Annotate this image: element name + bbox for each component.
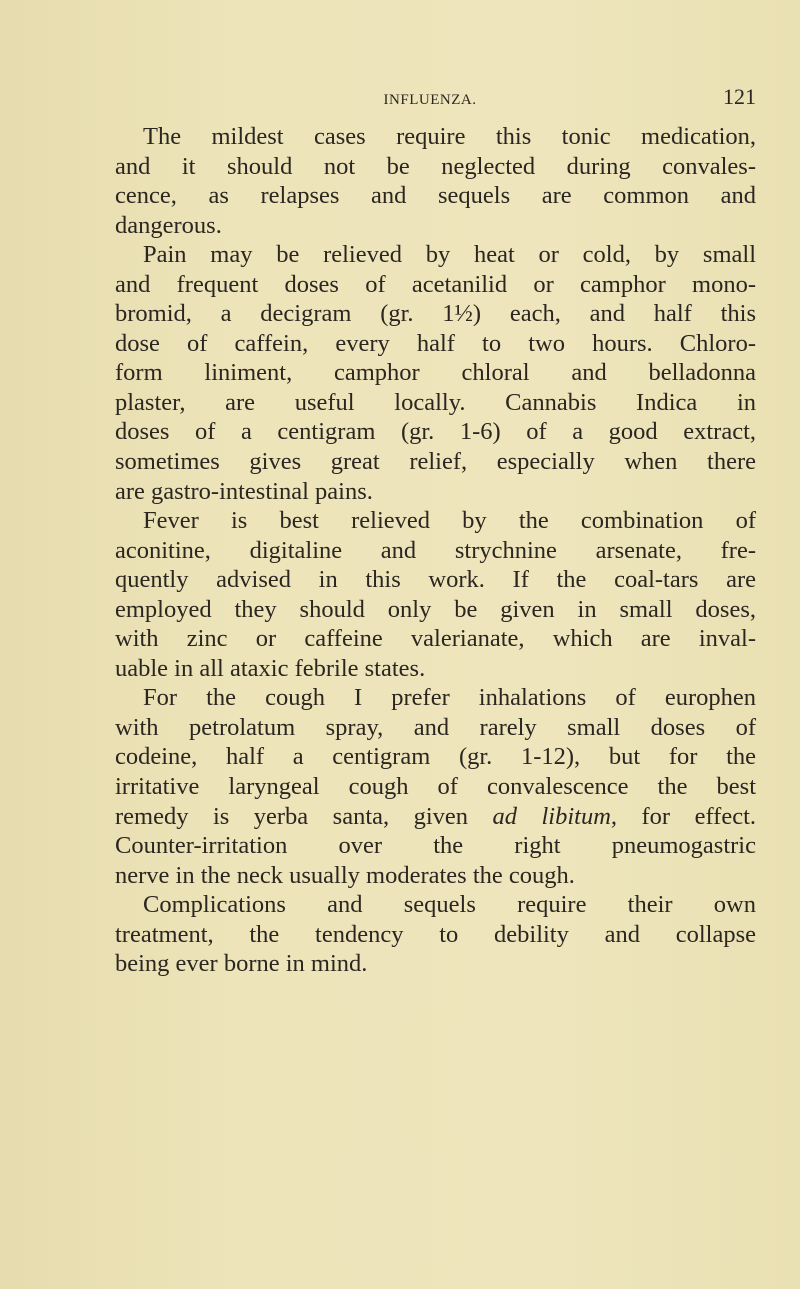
text-line: and it should not be neglected during convales-: [115, 152, 756, 180]
text-line: bromid, a decigram (gr. 1½) each, and half this: [115, 300, 756, 328]
text-line: treatment, the tendency to debility and collapse: [115, 920, 756, 948]
text-line: form liniment, camphor chloral and belladonna: [115, 359, 756, 387]
text-line: Fever is best relieved by the combination of: [143, 507, 756, 535]
text-line: plaster, are useful locally. Cannabis Indica in: [115, 388, 756, 416]
text-line: with zinc or caffeine valerianate, which are inval-: [115, 625, 756, 653]
text-line: aconitine, digitaline and strychnine arsenate, fre-: [115, 536, 756, 564]
text-line: Counter-irritation over the right pneumogastric: [115, 832, 756, 860]
text-line: quently advised in this work. If the coal-tars are: [115, 566, 756, 594]
text-line: and frequent doses of acetanilid or camphor mono-: [115, 270, 756, 298]
text-line: employed they should only be given in small doses,: [115, 595, 756, 623]
body-text: [115, 122, 756, 979]
text-line: The mildest cases require this tonic medication,: [143, 123, 756, 150]
text-line: irritative laryngeal cough of convalescence the best: [115, 773, 756, 801]
text-line: doses of a centigram (gr. 1-6) of a good extract,: [115, 418, 756, 446]
text-line: sometimes gives great relief, especially when there: [115, 448, 756, 476]
text-line: are gastro-intestinal pains.: [115, 477, 373, 505]
running-title: INFLUENZA.: [383, 92, 477, 108]
text-line: Pain may be relieved by heat or cold, by small: [143, 241, 756, 269]
text-line: cence, as relapses and sequels are common and: [115, 182, 756, 210]
text-line: being ever borne in mind.: [115, 950, 368, 978]
italic-phrase: ad libitum,: [492, 802, 618, 830]
text-segment: remedy is yerba santa, given: [115, 802, 493, 830]
text-line: For the cough I prefer inhalations of europhen: [143, 684, 756, 712]
text-line: with petrolatum spray, and rarely small doses of: [115, 713, 756, 741]
text-line: codeine, half a centigram (gr. 1-12), but for the: [115, 743, 756, 771]
text-line: nerve in the neck usually moderates the cough.: [115, 861, 575, 889]
text-line: [115, 802, 756, 832]
text-segment: for effect.: [617, 802, 757, 830]
text-line: dose of caffein, every half to two hours. Chloro-: [115, 329, 756, 357]
page-number: 121: [723, 84, 756, 109]
text-line: uable in all ataxic febrile states.: [115, 654, 426, 682]
text-line: Complications and sequels require their own: [143, 891, 756, 919]
text-line: dangerous.: [115, 211, 222, 239]
